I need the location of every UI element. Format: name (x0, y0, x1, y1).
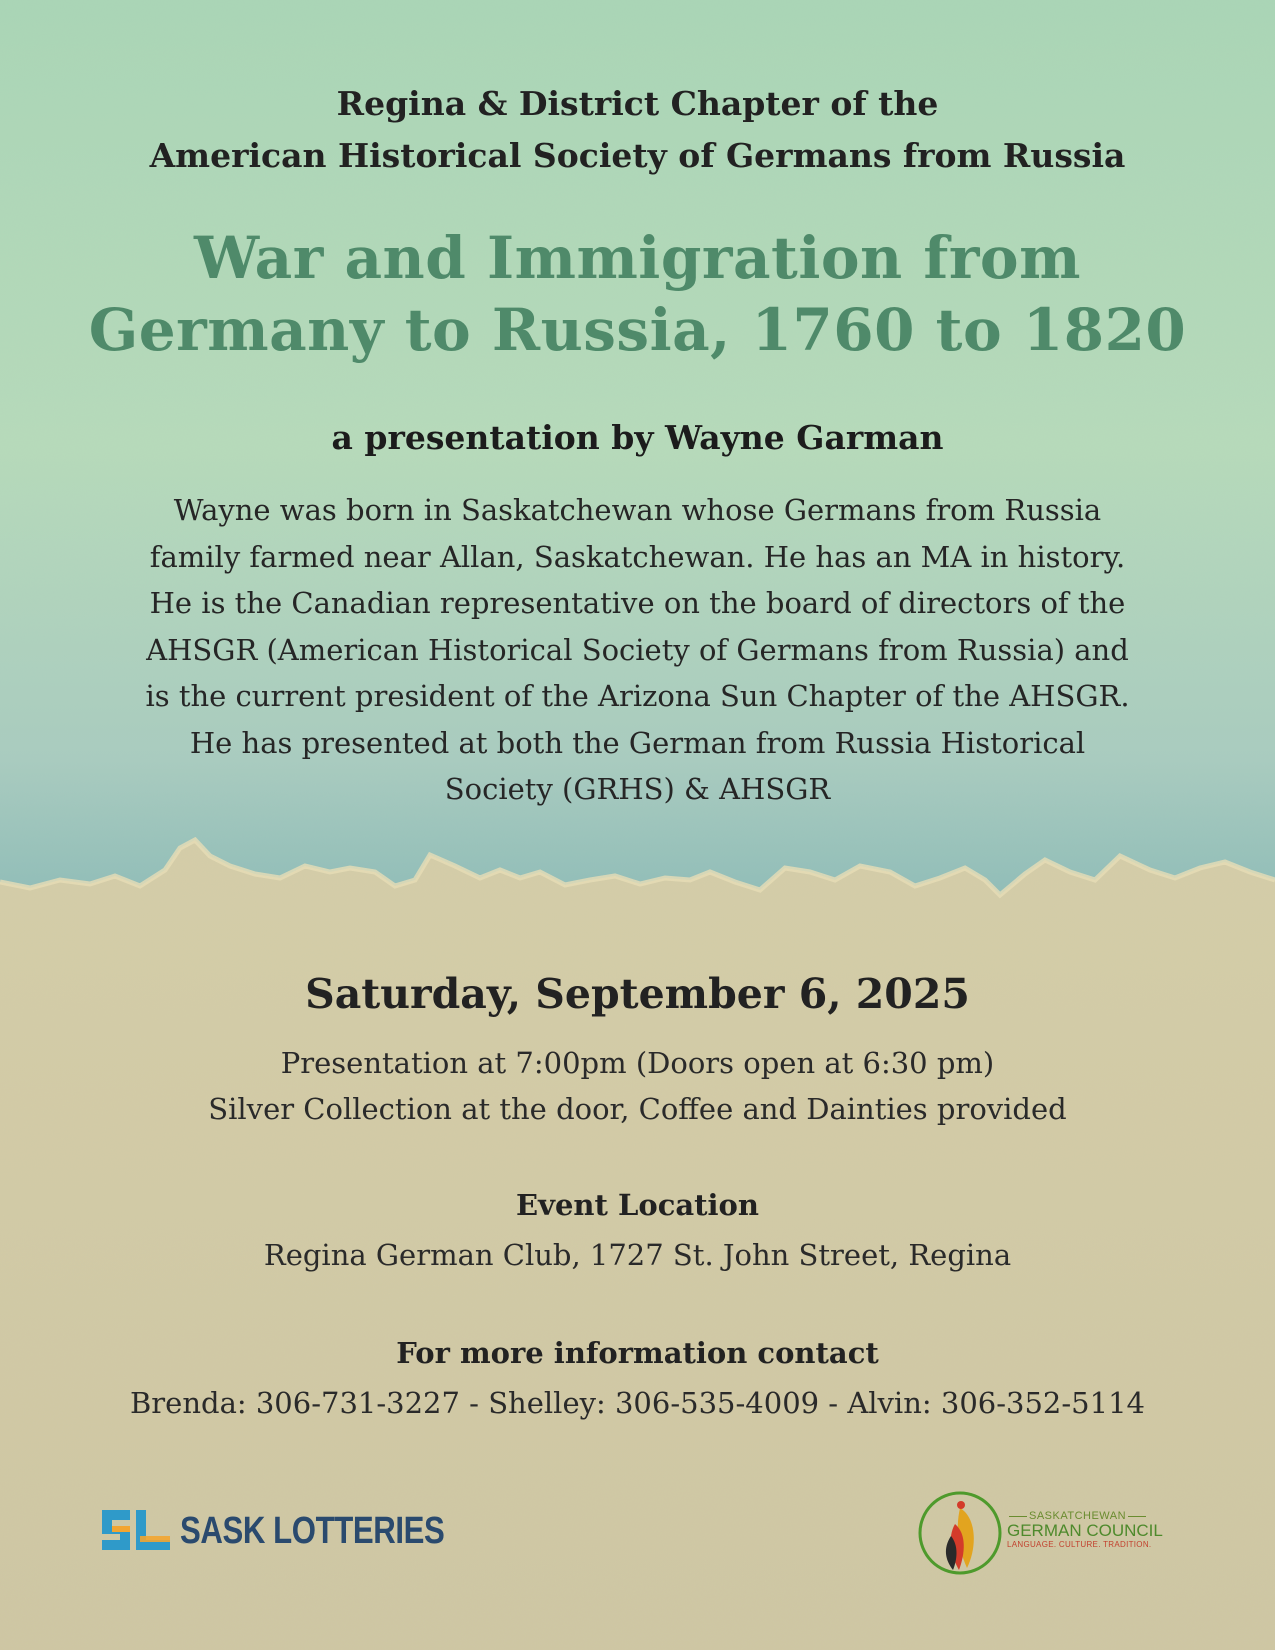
title-line-2: Germany to Russia, 1760 to 1820 (88, 296, 1187, 364)
bio-line: family farmed near Allan, Saskatchewan. He has an MA in history. (149, 539, 1126, 574)
event-time: Presentation at 7:00pm (Doors open at 6:30 pm) (280, 1046, 995, 1080)
contact-heading: For more information contact (396, 1336, 879, 1370)
sl-logo-icon (100, 1506, 172, 1556)
sgc-tagline: LANGUAGE. CULTURE. TRADITION. (1007, 1540, 1152, 1549)
bio-line: Wayne was born in Saskatchewan whose Germans from Russia (173, 493, 1102, 527)
german-council-logo (915, 1488, 1175, 1578)
bio-line: He is the Canadian representative on the board of directors of the (149, 586, 1126, 620)
sgc-text-block (1007, 1510, 1163, 1549)
location-address: Regina German Club, 1727 St. John Street, Regina (263, 1238, 1012, 1272)
sgc-logo-icon (915, 1488, 1005, 1578)
event-admission: Silver Collection at the door, Coffee and Dainties provided (208, 1092, 1067, 1126)
location-heading: Event Location (515, 1188, 759, 1222)
sask-lotteries-logo (100, 1505, 502, 1557)
sgc-top-text: SASKATCHEWAN (1029, 1510, 1127, 1522)
event-details (0, 1040, 1275, 1132)
bio-line: AHSGR (American Historical Society of Germans from Russia) and (146, 632, 1129, 667)
chapter-line-1: Regina & District Chapter of the (336, 84, 939, 123)
bio-line: is the current president of the Arizona Sun Chapter of the AHSGR. (145, 679, 1130, 713)
event-date: Saturday, September 6, 2025 (305, 970, 970, 1018)
sgc-name: GERMAN COUNCIL (1007, 1521, 1163, 1540)
presenter-line: a presentation by Wayne Garman (331, 418, 944, 457)
title-line-1: War and Immigration from (194, 224, 1081, 292)
event-title (0, 222, 1275, 366)
sask-lotteries-text: SASK LOTTERIES (180, 1509, 445, 1552)
presenter-bio (0, 487, 1275, 813)
contact-phones: Brenda: 306-731-3227 - Shelley: 306-535-4009 - Alvin: 306-352-5114 (130, 1386, 1145, 1420)
chapter-line-2: American Historical Society of Germans from Russia (149, 136, 1126, 175)
chapter-heading (0, 78, 1275, 182)
bio-line: He has presented at both the German from Russia Historical (189, 725, 1086, 760)
bio-line: Society (GRHS) & AHSGR (444, 772, 831, 806)
